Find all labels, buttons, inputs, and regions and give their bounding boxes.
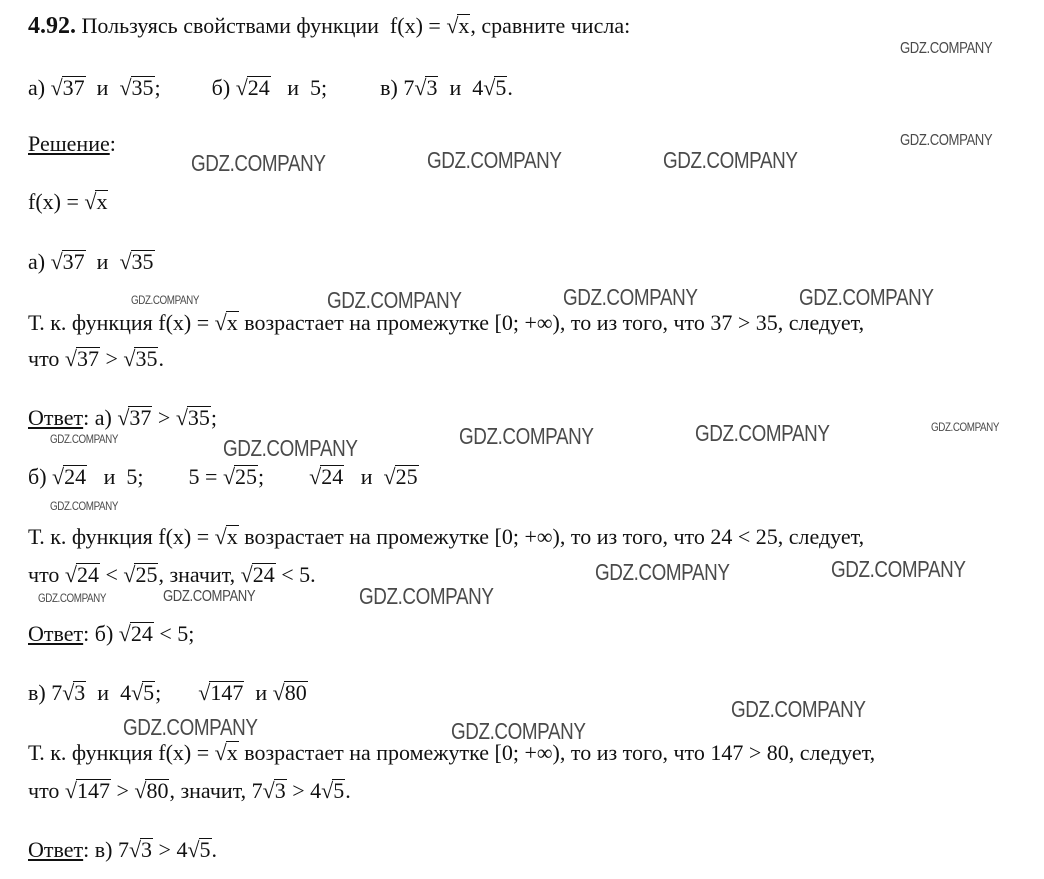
watermark: GDZ.COMPANY bbox=[831, 556, 966, 582]
watermark: GDZ.COMPANY bbox=[563, 284, 698, 310]
watermark: GDZ.COMPANY bbox=[163, 588, 256, 605]
watermark: GDZ.COMPANY bbox=[799, 284, 934, 310]
watermark: GDZ.COMPANY bbox=[731, 696, 866, 722]
part-b-reasoning-1: Т. к. функция f(x) = √x возрастает на промежутке [0; +∞), то из того, что 24 < 25, следует, bbox=[28, 524, 865, 549]
watermark: GDZ.COMPANY bbox=[459, 423, 594, 449]
problem-fx: f(x) = bbox=[389, 13, 447, 38]
sqrt-symbol: √ bbox=[446, 13, 459, 38]
part-b-answer: Ответ: б) √24 < 5; bbox=[28, 621, 195, 646]
watermark: GDZ.COMPANY bbox=[595, 559, 730, 585]
solution-heading: Решение: bbox=[28, 131, 116, 156]
watermark: GDZ.COMPANY bbox=[900, 40, 993, 57]
solution-function: f(x) = √x bbox=[28, 189, 108, 214]
watermark: GDZ.COMPANY bbox=[663, 147, 798, 173]
problem-statement: 4.92. Пользуясь свойствами функции f(x) = √x, сравните числа: bbox=[28, 13, 631, 39]
watermark: GDZ.COMPANY bbox=[327, 287, 462, 313]
part-a-reasoning-2: что √37 > √35. bbox=[28, 346, 164, 371]
problem-number: 4.92. bbox=[28, 13, 76, 39]
watermark: GDZ.COMPANY bbox=[427, 147, 562, 173]
watermark: GDZ.COMPANY bbox=[900, 132, 993, 149]
part-a-answer: Ответ: а) √37 > √35; bbox=[28, 405, 218, 430]
part-b-heading: б) √24 и 5; 5 = √25; √24 и √25 bbox=[28, 464, 418, 489]
part-b-reasoning-2: что √24 < √25, значит, √24 < 5. bbox=[28, 562, 316, 587]
part-v-reasoning-2: что √147 > √80, значит, 7√3 > 4√5. bbox=[28, 778, 351, 803]
part-v-answer: Ответ: в) 7√3 > 4√5. bbox=[28, 837, 218, 862]
part-a-heading: а) √37 и √35 bbox=[28, 249, 154, 274]
watermark: GDZ.COMPANY bbox=[131, 293, 200, 307]
watermark: GDZ.COMPANY bbox=[931, 420, 1000, 434]
watermark: GDZ.COMPANY bbox=[359, 583, 494, 609]
watermark: GDZ.COMPANY bbox=[38, 591, 107, 605]
problem-items: а) √37 и √35; б) √24 и 5; в) 7√3 и 4√5. bbox=[28, 75, 513, 100]
watermark: GDZ.COMPANY bbox=[50, 499, 119, 513]
part-v-heading: в) 7√3 и 4√5; √147 и √80 bbox=[28, 680, 307, 705]
watermark: GDZ.COMPANY bbox=[191, 150, 326, 176]
watermark: GDZ.COMPANY bbox=[451, 718, 586, 744]
watermark: GDZ.COMPANY bbox=[123, 714, 258, 740]
part-v-reasoning-1: Т. к. функция f(x) = √x возрастает на промежутке [0; +∞), то из того, что 147 > 80, следует, bbox=[28, 740, 876, 765]
part-a-reasoning-1: Т. к. функция f(x) = √x возрастает на промежутке [0; +∞), то из того, что 37 > 35, следует, bbox=[28, 310, 865, 335]
watermark: GDZ.COMPANY bbox=[50, 432, 119, 446]
watermark: GDZ.COMPANY bbox=[695, 420, 830, 446]
watermark: GDZ.COMPANY bbox=[223, 435, 358, 461]
problem-text: Пользуясь свойствами функции bbox=[81, 13, 379, 38]
